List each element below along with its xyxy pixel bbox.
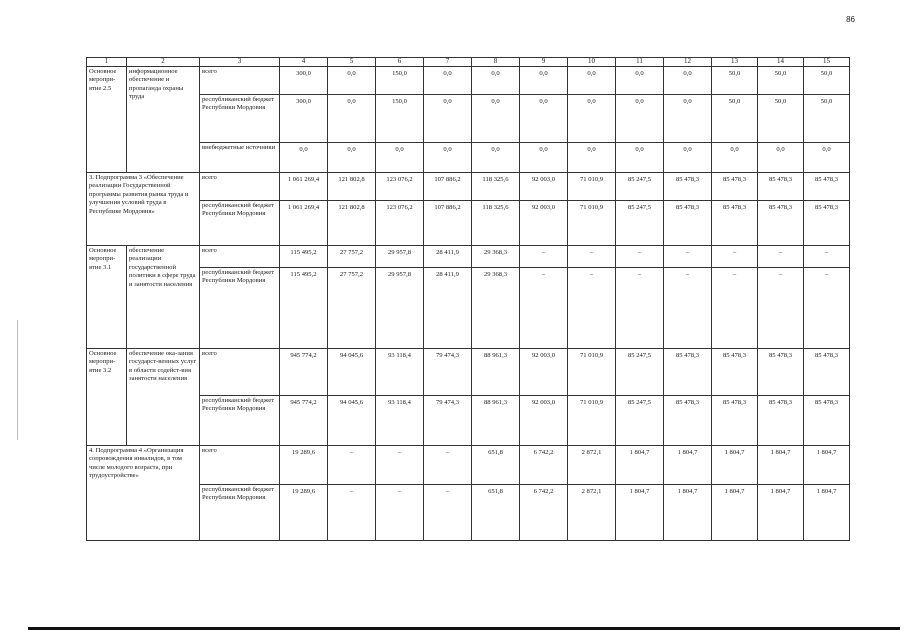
amount-cell: 92 003,0 (520, 200, 568, 245)
amount-cell: 85 478,3 (804, 395, 850, 445)
amount-cell: 88 961,3 (472, 395, 520, 445)
amount-cell: 92 003,0 (520, 348, 568, 395)
page-number: 86 (846, 15, 855, 24)
amount-cell: 92 003,0 (520, 395, 568, 445)
amount-cell: 945 774,2 (280, 348, 328, 395)
column-number: 1 (87, 58, 127, 67)
amount-cell: – (664, 267, 712, 348)
amount-cell: 107 886,2 (424, 200, 472, 245)
amount-cell: 94 045,6 (328, 395, 376, 445)
amount-cell: 79 474,3 (424, 395, 472, 445)
funding-source: всего (200, 245, 280, 267)
page-bottom-edge (28, 627, 900, 630)
amount-cell: 1 061 269,4 (280, 172, 328, 200)
amount-cell: 85 478,3 (804, 200, 850, 245)
measure-code: Основное меропри-ятие 3.1 (87, 245, 127, 348)
amount-cell: 115 495,2 (280, 267, 328, 348)
funding-source: всего (200, 445, 280, 484)
amount-cell: 0,0 (804, 142, 850, 172)
amount-cell: 0,0 (328, 66, 376, 94)
table-row (87, 94, 850, 142)
table-row (87, 66, 850, 94)
amount-cell: – (712, 267, 758, 348)
table-row (87, 445, 850, 484)
amount-cell: 0,0 (712, 142, 758, 172)
amount-cell: 85 247,5 (616, 348, 664, 395)
amount-cell: 85 478,3 (804, 172, 850, 200)
amount-cell: 85 478,3 (712, 348, 758, 395)
amount-cell: – (520, 267, 568, 348)
amount-cell: – (616, 267, 664, 348)
amount-cell: 0,0 (280, 142, 328, 172)
column-number: 11 (616, 58, 664, 67)
amount-cell: 2 872,1 (568, 484, 616, 540)
amount-cell: 93 118,4 (376, 395, 424, 445)
amount-cell: 121 802,8 (328, 200, 376, 245)
amount-cell: 85 478,3 (758, 348, 804, 395)
amount-cell: 0,0 (328, 94, 376, 142)
table-row (87, 484, 850, 540)
amount-cell: 0,0 (616, 94, 664, 142)
amount-cell: 71 010,9 (568, 172, 616, 200)
funding-source: республиканский бюджет Республики Мордовия (200, 267, 280, 348)
amount-cell: – (712, 245, 758, 267)
amount-cell: – (376, 445, 424, 484)
funding-source: всего (200, 348, 280, 395)
amount-cell: 50,0 (712, 94, 758, 142)
measure-name: обеспечение реализации государственной политики в сфере труда и занятости населения (127, 245, 200, 348)
amount-cell: 50,0 (758, 94, 804, 142)
subprogram-title: 4. Подпрограмма 4 «Организация сопровождения инвалидов, в том числе молодого возраста, при трудоустройстве» (87, 445, 200, 540)
column-number: 4 (280, 58, 328, 67)
amount-cell: 93 118,4 (376, 348, 424, 395)
scan-margin-mark (17, 320, 18, 440)
table-row (87, 245, 850, 267)
amount-cell: 85 478,3 (664, 200, 712, 245)
amount-cell: – (758, 245, 804, 267)
table-header-row (87, 58, 850, 67)
amount-cell: 29 368,3 (472, 245, 520, 267)
amount-cell: 0,0 (424, 94, 472, 142)
amount-cell: 0,0 (758, 142, 804, 172)
amount-cell: 6 742,2 (520, 445, 568, 484)
table-row (87, 395, 850, 445)
amount-cell: 121 802,8 (328, 172, 376, 200)
amount-cell: 19 289,6 (280, 445, 328, 484)
amount-cell: 1 061 269,4 (280, 200, 328, 245)
amount-cell: 0,0 (424, 66, 472, 94)
amount-cell: 118 325,6 (472, 172, 520, 200)
amount-cell: – (804, 245, 850, 267)
amount-cell: 50,0 (804, 94, 850, 142)
amount-cell: 0,0 (472, 142, 520, 172)
amount-cell: 300,0 (280, 94, 328, 142)
amount-cell: 118 325,6 (472, 200, 520, 245)
amount-cell: – (520, 245, 568, 267)
amount-cell: 0,0 (520, 66, 568, 94)
amount-cell: 150,0 (376, 66, 424, 94)
column-number: 3 (200, 58, 280, 67)
amount-cell: 0,0 (616, 66, 664, 94)
amount-cell: 123 076,2 (376, 200, 424, 245)
amount-cell: 71 010,9 (568, 395, 616, 445)
amount-cell: 50,0 (758, 66, 804, 94)
amount-cell: 85 247,5 (616, 172, 664, 200)
column-number: 13 (712, 58, 758, 67)
amount-cell: 1 804,7 (758, 445, 804, 484)
amount-cell: 0,0 (568, 66, 616, 94)
amount-cell: 0,0 (568, 142, 616, 172)
funding-source: республиканский бюджет Республики Мордовия (200, 94, 280, 142)
amount-cell: 1 804,7 (712, 484, 758, 540)
funding-source: всего (200, 66, 280, 94)
amount-cell: 92 003,0 (520, 172, 568, 200)
amount-cell: 1 804,7 (616, 445, 664, 484)
amount-cell: 88 961,3 (472, 348, 520, 395)
amount-cell: 0,0 (664, 142, 712, 172)
amount-cell: 1 804,7 (804, 445, 850, 484)
amount-cell: – (328, 484, 376, 540)
measure-code: Основное меропри-ятие 2.5 (87, 66, 127, 172)
amount-cell: 1 804,7 (664, 484, 712, 540)
amount-cell: 0,0 (616, 142, 664, 172)
table-row (87, 267, 850, 348)
table-row (87, 172, 850, 200)
amount-cell: 29 957,8 (376, 267, 424, 348)
amount-cell: 29 957,8 (376, 245, 424, 267)
column-number: 6 (376, 58, 424, 67)
amount-cell: – (758, 267, 804, 348)
amount-cell: 1 804,7 (712, 445, 758, 484)
amount-cell: 150,0 (376, 94, 424, 142)
amount-cell: 85 478,3 (758, 172, 804, 200)
amount-cell: 0,0 (472, 94, 520, 142)
column-number: 7 (424, 58, 472, 67)
amount-cell: – (568, 245, 616, 267)
table-row (87, 348, 850, 395)
amount-cell: – (616, 245, 664, 267)
amount-cell: 651,8 (472, 445, 520, 484)
amount-cell: 0,0 (664, 94, 712, 142)
amount-cell: – (424, 445, 472, 484)
amount-cell: 6 742,2 (520, 484, 568, 540)
amount-cell: 27 757,2 (328, 245, 376, 267)
amount-cell: 85 478,3 (712, 395, 758, 445)
amount-cell: 85 478,3 (804, 348, 850, 395)
amount-cell: – (376, 484, 424, 540)
amount-cell: 28 411,9 (424, 267, 472, 348)
amount-cell: 1 804,7 (616, 484, 664, 540)
amount-cell: 300,0 (280, 66, 328, 94)
amount-cell: 85 247,5 (616, 200, 664, 245)
column-number: 5 (328, 58, 376, 67)
amount-cell: 50,0 (804, 66, 850, 94)
column-number: 9 (520, 58, 568, 67)
amount-cell: 85 247,5 (616, 395, 664, 445)
amount-cell: 2 872,1 (568, 445, 616, 484)
amount-cell: 1 804,7 (758, 484, 804, 540)
amount-cell: 0,0 (568, 94, 616, 142)
amount-cell: 85 478,3 (664, 348, 712, 395)
amount-cell: 94 045,6 (328, 348, 376, 395)
amount-cell: 28 411,9 (424, 245, 472, 267)
funding-source: республиканский бюджет Республики Мордовия (200, 395, 280, 445)
amount-cell: 27 757,2 (328, 267, 376, 348)
amount-cell: 79 474,3 (424, 348, 472, 395)
funding-source: внебюджетные источники (200, 142, 280, 172)
measure-code: Основное меропри-ятие 3.2 (87, 348, 127, 445)
funding-source: всего (200, 172, 280, 200)
amount-cell: 0,0 (424, 142, 472, 172)
funding-source: республиканский бюджет Республики Мордовия (200, 200, 280, 245)
budget-table (86, 57, 850, 541)
amount-cell: 123 076,2 (376, 172, 424, 200)
amount-cell: – (328, 445, 376, 484)
column-number: 12 (664, 58, 712, 67)
table-row (87, 200, 850, 245)
table-row (87, 142, 850, 172)
amount-cell: 85 478,3 (664, 172, 712, 200)
column-number: 10 (568, 58, 616, 67)
subprogram-title: 3. Подпрограмма 3 «Обеспечение реализации Государственной программы развития рынка труда и улучшения условий труда в Республике Мордовия» (87, 172, 200, 245)
amount-cell: 0,0 (520, 94, 568, 142)
column-number: 8 (472, 58, 520, 67)
amount-cell: 651,8 (472, 484, 520, 540)
amount-cell: 71 010,9 (568, 200, 616, 245)
amount-cell: 1 804,7 (664, 445, 712, 484)
amount-cell: 0,0 (328, 142, 376, 172)
funding-source: республиканский бюджет Республики Мордовия (200, 484, 280, 540)
amount-cell: 85 478,3 (758, 200, 804, 245)
amount-cell: 29 368,3 (472, 267, 520, 348)
column-number: 2 (127, 58, 200, 67)
amount-cell: 1 804,7 (804, 484, 850, 540)
amount-cell: 71 010,9 (568, 348, 616, 395)
amount-cell: 85 478,3 (664, 395, 712, 445)
amount-cell: 85 478,3 (712, 200, 758, 245)
amount-cell: 85 478,3 (712, 172, 758, 200)
amount-cell: – (424, 484, 472, 540)
amount-cell: 945 774,2 (280, 395, 328, 445)
amount-cell: 0,0 (376, 142, 424, 172)
measure-name: обеспечение ока-зания государст-венных услуг в области содейст-вия занятости населения (127, 348, 200, 445)
amount-cell: 50,0 (712, 66, 758, 94)
amount-cell: 0,0 (520, 142, 568, 172)
column-number: 15 (804, 58, 850, 67)
amount-cell: – (804, 267, 850, 348)
amount-cell: 85 478,3 (758, 395, 804, 445)
amount-cell: – (664, 245, 712, 267)
amount-cell: 0,0 (472, 66, 520, 94)
column-number: 14 (758, 58, 804, 67)
amount-cell: 19 289,6 (280, 484, 328, 540)
amount-cell: 115 495,2 (280, 245, 328, 267)
amount-cell: 107 886,2 (424, 172, 472, 200)
amount-cell: – (568, 267, 616, 348)
amount-cell: 0,0 (664, 66, 712, 94)
measure-name: информационное обеспечение и пропаганда охраны труда (127, 66, 200, 172)
